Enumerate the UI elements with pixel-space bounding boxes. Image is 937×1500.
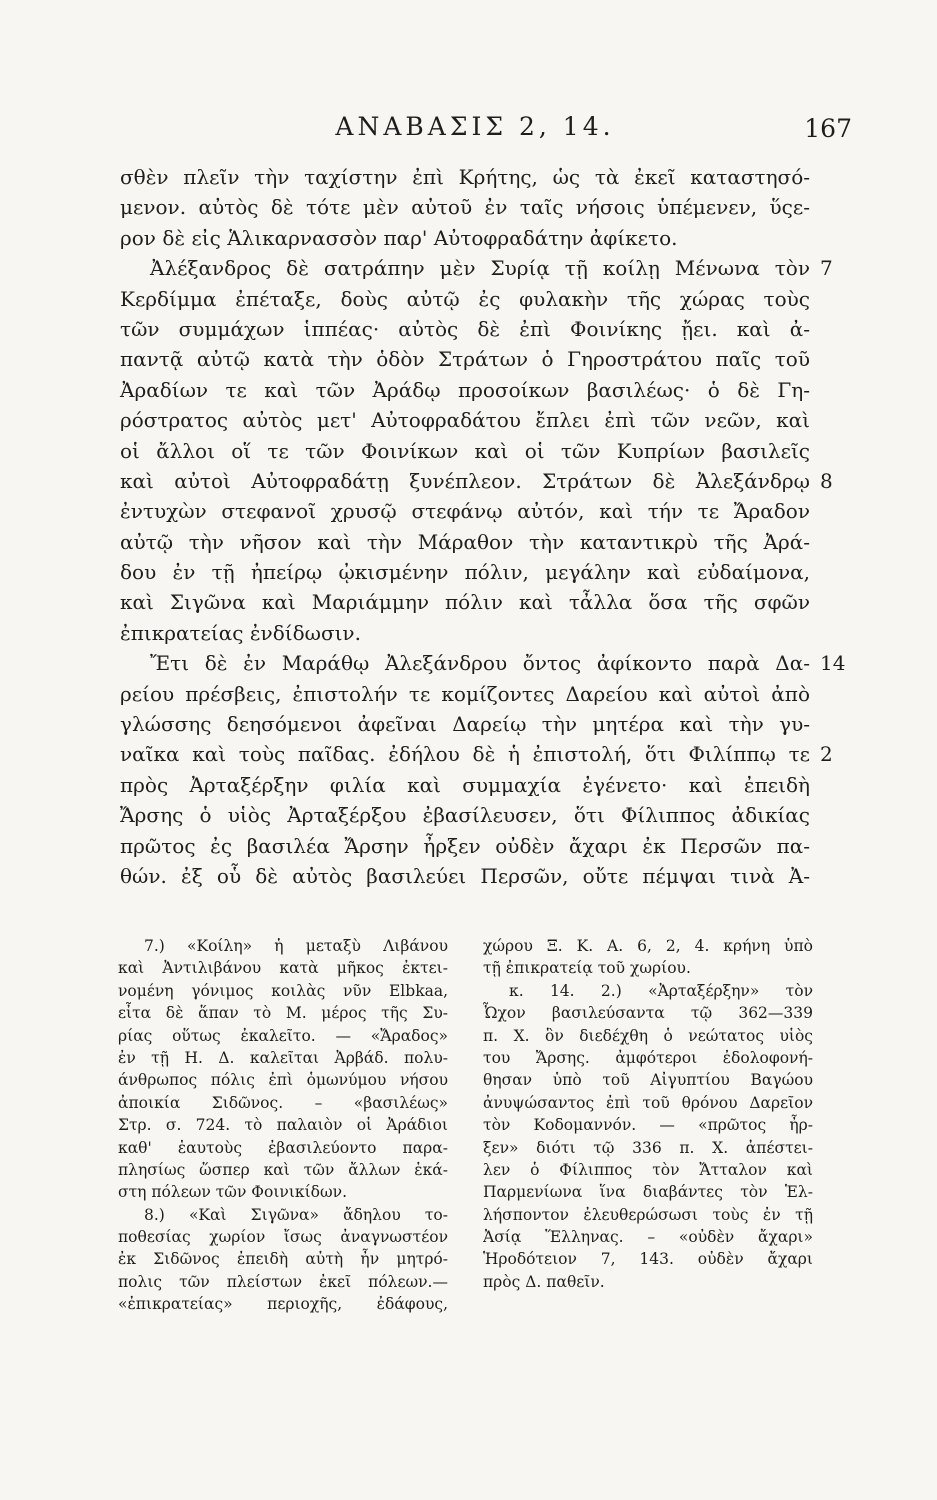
footnote-line: τῇ ἐπικρατείᾳ τοῦ χωρίου. xyxy=(483,959,691,978)
footnote-line: Παρμενίωνα ἵνα διαβάντες τὸν Ἑλ- xyxy=(483,1183,813,1202)
footnote-line: ἀποικία Σιδῶνος. – «βασιλέως» xyxy=(118,1093,448,1112)
text-line xyxy=(120,253,833,283)
text-line xyxy=(120,223,810,253)
footnote-line: κ. 14. 2.) «Ἀρταξέρξην» τὸν xyxy=(509,981,813,1000)
footnote-line: στη πόλεων τῶν Φοινικίδων. xyxy=(118,1183,347,1202)
footnote-line: ἀνυψώσαντος ἐπὶ τοῦ θρόνου Δαρεῖον xyxy=(483,1093,813,1112)
text-line xyxy=(120,375,810,405)
text-line xyxy=(120,496,810,526)
footnote-line: λήσποντον ἐλευθερώσωσι τοὺς ἐν τῇ xyxy=(483,1205,813,1224)
footnotes xyxy=(118,935,813,1316)
footnote-line: Ἀσίᾳ Ἕλληνας. – «οὐδὲν ἄχαρι» xyxy=(483,1228,813,1247)
footnote-line: 7.) «Κοίλη» ἡ μεταξὺ Λιβάνου xyxy=(144,937,448,955)
text-line xyxy=(120,739,833,769)
text-line-content: ρον δὲ εἰς Ἁλικαρνασσὸν παρ' Αὐτοφραδάτην ἀφίκετο. xyxy=(120,225,678,250)
text-line-content: αὐτῷ τὴν νῆσον καὶ τὴν Μάραθον τὴν καταντικρὺ τῆς Ἀρά- xyxy=(120,529,810,554)
text-line-content: Ἀλέξανδρος δὲ σατράπην μὲν Συρίᾳ τῇ κοίλῃ Μένωνα τὸν xyxy=(150,256,810,281)
text-line xyxy=(120,648,846,678)
footnote-line: πολις τῶν πλείστων ἐκεῖ πόλεων.— xyxy=(118,1272,448,1291)
footnote-line: π. Χ. ὃν διεδέχθη ὁ νεώτατος υἱὸς xyxy=(483,1026,813,1045)
page-header xyxy=(130,112,852,152)
text-line-content: Ἀραδίων τε καὶ τῶν Ἀράδῳ προσοίκων βασιλέως· ὁ δὲ Γη- xyxy=(120,377,810,402)
text-line xyxy=(120,405,810,435)
section-number: 14 xyxy=(820,651,846,676)
footnote-line: 8.) «Καὶ Σιγῶνα» ἄδηλου το- xyxy=(144,1205,448,1224)
text-line xyxy=(120,192,810,222)
text-line-content: παντᾷ αὐτῷ κατὰ τὴν ὁδὸν Στράτων ὁ Γηροστράτου παῖς τοῦ xyxy=(120,347,810,372)
section-number: 2 xyxy=(820,742,833,767)
footnote-line: πλησίως ὥσπερ καὶ τῶν ἄλλων ἑκά- xyxy=(118,1160,448,1179)
text-line xyxy=(120,527,810,557)
text-line-content: ἐπικρατείας ἐνδίδωσιν. xyxy=(120,620,361,645)
text-line-content: πρῶτος ἐς βασιλέα Ἄρσην ἦρξεν οὐδὲν ἄχαρι ἐκ Περσῶν πα- xyxy=(120,833,810,858)
main-text xyxy=(120,162,846,891)
text-line xyxy=(120,800,810,830)
page-number: 167 xyxy=(804,114,852,143)
footnote-line: ἐν τῇ Η. Δ. καλεῖται Ἀρβάδ. πολυ- xyxy=(118,1048,448,1067)
text-line xyxy=(120,466,833,496)
footnote-line: Στρ. σ. 724. τὸ παλαιὸν οἱ Ἀράδιοι xyxy=(118,1116,448,1135)
section-number: 7 xyxy=(820,256,833,281)
text-line-content: θών. ἐξ οὗ δὲ αὐτὸς βασιλεύει Περσῶν, οὔτε πέμψαι τινὰ Ἀ- xyxy=(120,863,810,888)
footnote-line: εἶτα δὲ ἅπαν τὸ Μ. μέρος τῆς Συ- xyxy=(118,1004,448,1023)
text-line-content: οἱ ἄλλοι οἵ τε τῶν Φοινίκων καὶ οἱ τῶν Κυπρίων βασιλεῖς xyxy=(120,438,810,463)
text-line xyxy=(120,436,810,466)
text-line xyxy=(120,679,810,709)
text-line-content: δου ἐν τῇ ἠπείρῳ ᾠκισμένην πόλιν, μεγάλην καὶ εὐδαίμονα, xyxy=(120,560,810,585)
footnote-line: νομένη γόνιμος κοιλὰς νῦν Elbkaa, xyxy=(118,981,448,1000)
text-line xyxy=(120,344,810,374)
footnote-line: καὶ Ἀντιλιβάνου κατὰ μῆκος ἐκτει- xyxy=(118,959,448,978)
text-line-content: ρόστρατος αὐτὸς μετ' Αὐτοφραδάτου ἔπλει ἐπὶ τῶν νεῶν, καὶ xyxy=(120,408,810,433)
footnote-line: καθ' ἑαυτοὺς ἐβασιλεύοντο παρα- xyxy=(118,1138,448,1157)
footnote-line: τὸν Κοδομαννόν. — «πρῶτος ἦρ- xyxy=(483,1116,813,1135)
text-line-content: πρὸς Ἀρταξέρξην φιλία καὶ συμμαχία ἐγένετο· καὶ ἐπειδὴ xyxy=(120,772,810,797)
section-number: 8 xyxy=(820,468,833,493)
text-line-content: ἐντυχὼν στεφανοῖ χρυσῷ στεφάνῳ αὐτόν, καὶ τήν τε Ἄραδον xyxy=(120,499,810,524)
footnote-line: πρὸς Δ. παθεῖν. xyxy=(483,1272,605,1291)
footnote-line: ξεν» διότι τῷ 336 π. Χ. ἀπέστει- xyxy=(483,1138,813,1157)
footnotes-right-column xyxy=(483,935,813,1316)
text-line xyxy=(120,709,810,739)
text-line-content: Ἄρσης ὁ υἱὸς Ἀρταξέρξου ἐβασίλευσεν, ὅτι Φίλιππος ἀδικίας xyxy=(120,803,810,828)
footnote-line: λεν ὁ Φίλιππος τὸν Ἄτταλον καὶ xyxy=(483,1160,813,1179)
text-line-content: καὶ Σιγῶνα καὶ Μαριάμμην πόλιν καὶ τἆλλα ὅσα τῆς σφῶν xyxy=(120,590,810,615)
text-line xyxy=(120,831,810,861)
text-line-content: Κερδίμμα ἐπέταξε, δοὺς αὐτῷ ἐς φυλακὴν τῆς χώρας τοὺς xyxy=(120,286,810,311)
text-line xyxy=(120,162,810,192)
footnote-line: «ἐπικρατείας» περιοχῆς, ἐδάφους, xyxy=(118,1295,448,1314)
text-line xyxy=(120,618,810,648)
text-line xyxy=(120,587,810,617)
footnote-line: άνθρωπος πόλις ἐπὶ ὁμωνύμου νήσου xyxy=(118,1071,448,1090)
text-line-content: Ἔτι δὲ ἐν Μαράθῳ Ἀλεξάνδρου ὄντος ἀφίκοντο παρὰ Δα- xyxy=(150,651,810,676)
footnote-line: ρίας οὕτως ἐκαλεῖτο. — «Ἄραδος» xyxy=(118,1026,448,1045)
text-line-content: γλώσσης δεησόμενοι ἀφεῖναι Δαρείῳ τὴν μητέρα καὶ τὴν γυ- xyxy=(120,712,810,737)
text-line xyxy=(120,314,810,344)
text-line-content: καὶ αὐτοὶ Αὐτοφραδάτῃ ξυνέπλεον. Στράτων δὲ Ἀλεξάνδρῳ xyxy=(120,468,810,493)
text-line xyxy=(120,284,810,314)
footnotes-left-column xyxy=(118,935,448,1316)
footnote-line: ἐκ Σιδῶνος ἐπειδὴ αὐτὴ ἦν μητρό- xyxy=(118,1250,448,1269)
footnote-line: ποθεσίας χωρίον ἴσως ἀναγνωστέον xyxy=(118,1228,448,1247)
text-line xyxy=(120,770,810,800)
text-line xyxy=(120,557,810,587)
text-line-content: ναῖκα καὶ τοὺς παῖδας. ἐδήλου δὲ ἡ ἐπιστολή, ὅτι Φιλίππῳ τε xyxy=(120,742,810,767)
footnote-line: χώρου Ξ. Κ. Α. 6, 2, 4. κρήνη ὑπὸ xyxy=(483,937,813,955)
footnote-line: θησαν ὑπὸ τοῦ Αἰγυπτίου Βαγώου xyxy=(483,1071,813,1090)
text-line-content: σθὲν πλεῖν τὴν ταχίστην ἐπὶ Κρήτης, ὡς τὰ ἐκεῖ καταστησό- xyxy=(120,165,810,189)
text-line xyxy=(120,861,810,891)
footnote-line: Ὦχον βασιλεύσαντα τῷ 362—339 xyxy=(483,1004,813,1023)
footnote-line: Ἡροδότειον 7, 143. οὐδὲν ἄχαρι xyxy=(483,1250,813,1269)
footnote-line: του Ἄρσης. ἀμφότεροι ἐδολοφονή- xyxy=(483,1048,813,1067)
text-line-content: μενον. αὐτὸς δὲ τότε μὲν αὐτοῦ ἐν ταῖς νήσοις ὑπέμενεν, ὕςε- xyxy=(120,195,810,220)
text-line-content: ρείου πρέσβεις, ἐπιστολήν τε κομίζοντες Δαρείου καὶ αὐτοὶ ἀπὸ xyxy=(120,681,810,706)
running-head: ΑΝΑΒΑΣΙΣ 2, 14. xyxy=(335,112,615,141)
text-line-content: τῶν συμμάχων ἱππέας· αὐτὸς δὲ ἐπὶ Φοινίκης ᾔει. καὶ ἀ- xyxy=(120,316,810,341)
